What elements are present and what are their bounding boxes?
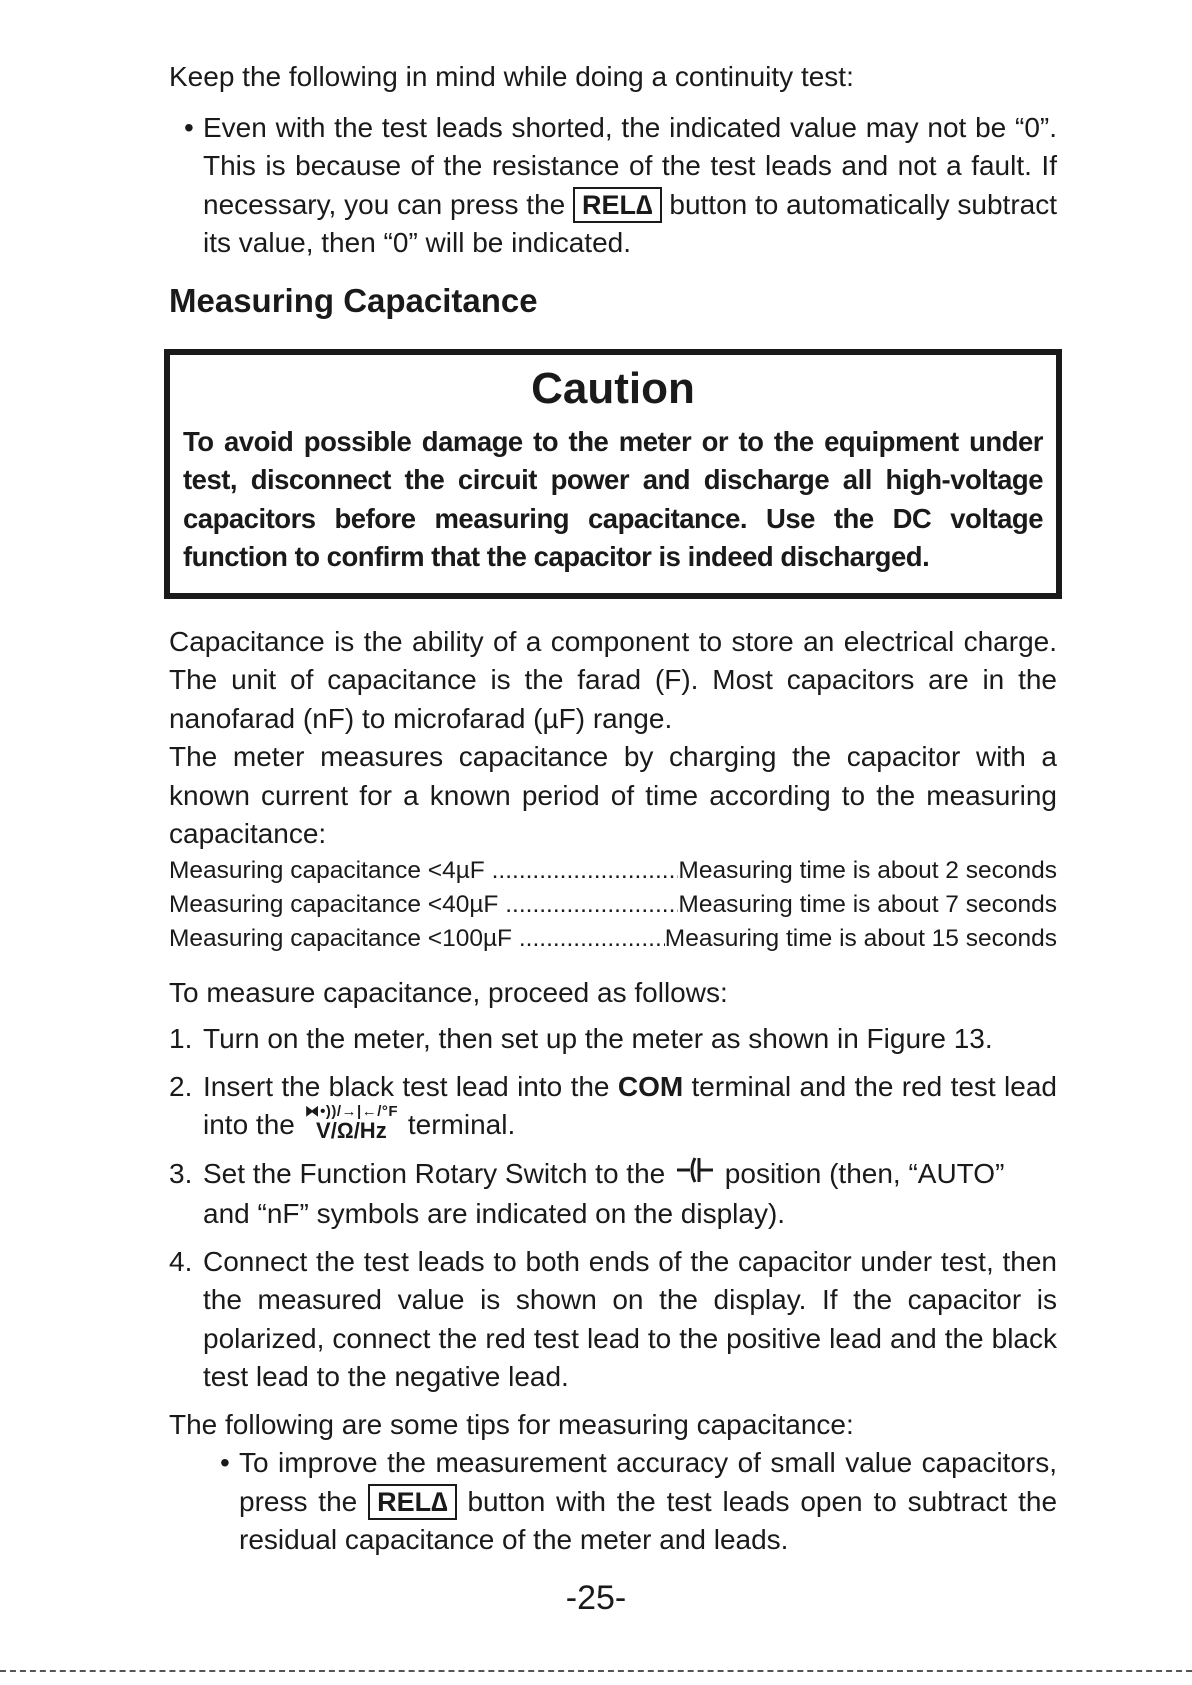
capacitor-icon — [677, 1155, 713, 1196]
caution-title: Caution — [531, 363, 695, 413]
continuity-bullet — [169, 109, 1057, 263]
terminal-symbol-icon — [305, 1104, 398, 1142]
timing-row — [169, 922, 1057, 956]
rel-delta-button: REL∆ — [573, 187, 662, 223]
step-text: Connect the test leads to both ends of the capacitor under test, then the measured value is shown on the display. If the capacitor is polarized, connect the red test lead to the positive lead and the black test lead to the negative lead. — [203, 1245, 1057, 1393]
step-text-before: Set the Function Rotary Switch to the — [203, 1157, 666, 1189]
procedure-step-2 — [169, 1068, 1057, 1146]
step-number: 3. — [169, 1157, 193, 1189]
procedure-step-3 — [169, 1155, 1057, 1234]
manual-page-content — [169, 58, 1057, 1560]
step-text-after: terminal. — [407, 1109, 516, 1140]
tips-bullet — [169, 1444, 1057, 1560]
continuity-intro: Keep the following in mind while doing a continuity test: — [169, 61, 854, 92]
step-text-before: Insert the black test lead into the — [203, 1070, 610, 1102]
timing-row — [169, 854, 1057, 888]
page-bottom-divider — [0, 1670, 1192, 1672]
caution-text: To avoid possible damage to the meter or to the equipment under test, disconnect the circuit power and discharge all high-voltage capacitors before measuring capacitance. Use the DC voltage function to confirm that the capacitor is indeed discharged. — [183, 425, 1043, 572]
step-text-middle: terminal and the red test lead into the — [203, 1070, 1057, 1140]
timing-range: Measuring capacitance <40µF ..... — [169, 888, 678, 922]
continuity-bullet-text-before: Even with the test leads shorted, the indicated value may not be “0”. This is because of the resistance of the test leads and not a fault. If necessary, you can press the — [203, 111, 1057, 220]
timing-row — [169, 888, 1057, 922]
tips-bullet-text-after: button with the test leads open to subtract the residual capacitance of the meter and leads. — [239, 1485, 1058, 1556]
tips-intro: The following are some tips for measuring capacitance: — [169, 1408, 854, 1440]
bullet-icon: • — [184, 111, 194, 143]
terminal-symbol-top: ⧓•))/→|←/°F — [304, 1102, 399, 1120]
procedure-intro: To measure capacitance, proceed as follows: — [169, 976, 728, 1008]
procedure-step-1 — [169, 1020, 1057, 1059]
procedure-step-4 — [169, 1243, 1057, 1397]
timing-list — [169, 854, 1057, 956]
timing-time: Measuring time is about 2 seconds — [678, 856, 1057, 884]
step-number: 2. — [169, 1070, 193, 1102]
capacitance-definition: Capacitance is the ability of a component to store an electrical charge. The unit of capacitance is the farad (F). Most capacitors are in the nanofarad (nF) to microfarad (µF) range. — [169, 625, 1057, 734]
caution-box — [164, 349, 1062, 599]
bullet-icon: • — [220, 1447, 230, 1479]
com-terminal-label: COM — [617, 1070, 684, 1102]
tips-bullet-text-before: To improve the measurement accuracy of small value capacitors, press the — [239, 1447, 1057, 1517]
terminal-symbol-bottom: V/Ω/Hz — [316, 1117, 387, 1143]
rel-delta-button: REL∆ — [368, 1484, 457, 1520]
timing-range: Measuring capacitance <4µF ..... — [169, 854, 678, 888]
step-text-after: position (then, “AUTO” and “nF” symbols are indicated on the display). — [203, 1157, 1005, 1230]
capacitance-method: The meter measures capacitance by charging the capacitor with a known current for a known period of time according to the measuring capacitance: — [169, 741, 1057, 849]
step-number: 4. — [169, 1245, 193, 1277]
continuity-bullet-text-after: button to automatically subtract its value, then “0” will be indicated. — [203, 188, 1057, 258]
timing-range: Measuring capacitance <100µF ..... — [169, 922, 665, 956]
step-number: 1. — [169, 1023, 193, 1054]
section-heading: Measuring Capacitance — [169, 281, 538, 319]
timing-time: Measuring time is about 15 seconds — [664, 924, 1057, 952]
timing-time: Measuring time is about 7 seconds — [678, 890, 1057, 918]
page-number: -25- — [565, 1579, 627, 1617]
step-text: Turn on the meter, then set up the meter as shown in Figure 13. — [203, 1023, 993, 1054]
